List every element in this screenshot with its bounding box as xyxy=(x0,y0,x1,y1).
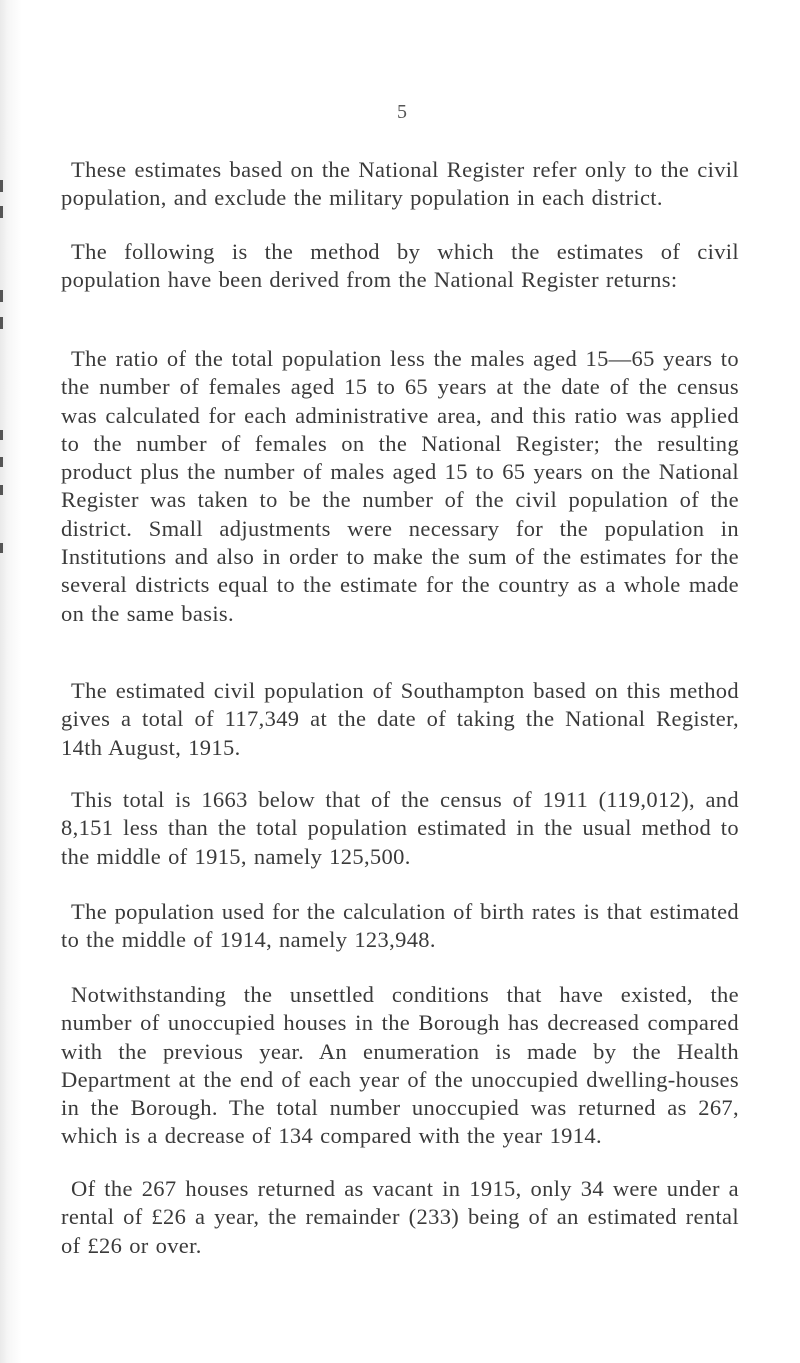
paragraph-6-text: The population used for the calculation of birth rates is that estimated to the middle of 1914, namely 123,948. xyxy=(61,899,739,953)
paragraph-4-text: The estimated civil population of Southampton based on this method gives a total of 117,349 at the date of taking the National Register, 14th August, 1915. xyxy=(61,678,739,760)
margin-mark xyxy=(0,317,3,329)
paragraph-2-text: The following is the method by which the estimates of civil population have been derived from the National Register returns: xyxy=(61,239,739,293)
paragraph-1 xyxy=(61,156,739,213)
margin-mark xyxy=(0,485,3,495)
paragraph-4 xyxy=(61,677,739,762)
paragraph-7-text: Notwithstanding the unsettled conditions that have existed, the number of unoccupied houses in the Borough has decreased compared with the previous year. An enumeration is made by the Health Department at the end of each year of the unoccupied dwelling-houses in the Borough. The total number unoccupied was returned as 267, which is a decrease of 134 compared with the year 1914. xyxy=(61,982,739,1149)
margin-mark xyxy=(0,180,3,192)
page-number: 5 xyxy=(397,101,407,123)
paragraph-5 xyxy=(61,786,739,871)
margin-mark xyxy=(0,430,3,440)
paragraph-3-text: The ratio of the total population less the males aged 15—65 years to the number of females aged 15 to 65 years at the date of the census was calculated for each administrative area, and this ratio was applied to the number of females on the National Register; the resulting product plus the number of males aged 15 to 65 years on the National Register was taken to be the number of the civil population of the district. Small adjustments were necessary for the population in Institutions and also in order to make the sum of the estimates for the several districts equal to the estimate for the country as a whole made on the same basis. xyxy=(61,346,739,626)
margin-mark xyxy=(0,290,3,302)
paragraph-2 xyxy=(61,238,739,295)
margin-mark xyxy=(0,457,3,467)
paragraph-7 xyxy=(61,981,739,1151)
paragraph-8 xyxy=(61,1175,739,1260)
paragraph-1-text: These estimates based on the National Register refer only to the civil population, and exclude the military population in each district. xyxy=(61,157,739,211)
paragraph-8-text: Of the 267 houses returned as vacant in 1915, only 34 were under a rental of £26 a year, the remainder (233) being of an estimated rental of £26 or over. xyxy=(61,1176,739,1258)
margin-mark xyxy=(0,206,3,218)
paragraph-6 xyxy=(61,898,739,955)
paragraph-5-text: This total is 1663 below that of the census of 1911 (119,012), and 8,151 less than the total population estimated in the usual method to the middle of 1915, namely 125,500. xyxy=(61,787,739,869)
paragraph-3 xyxy=(61,345,739,628)
margin-mark xyxy=(0,543,3,553)
